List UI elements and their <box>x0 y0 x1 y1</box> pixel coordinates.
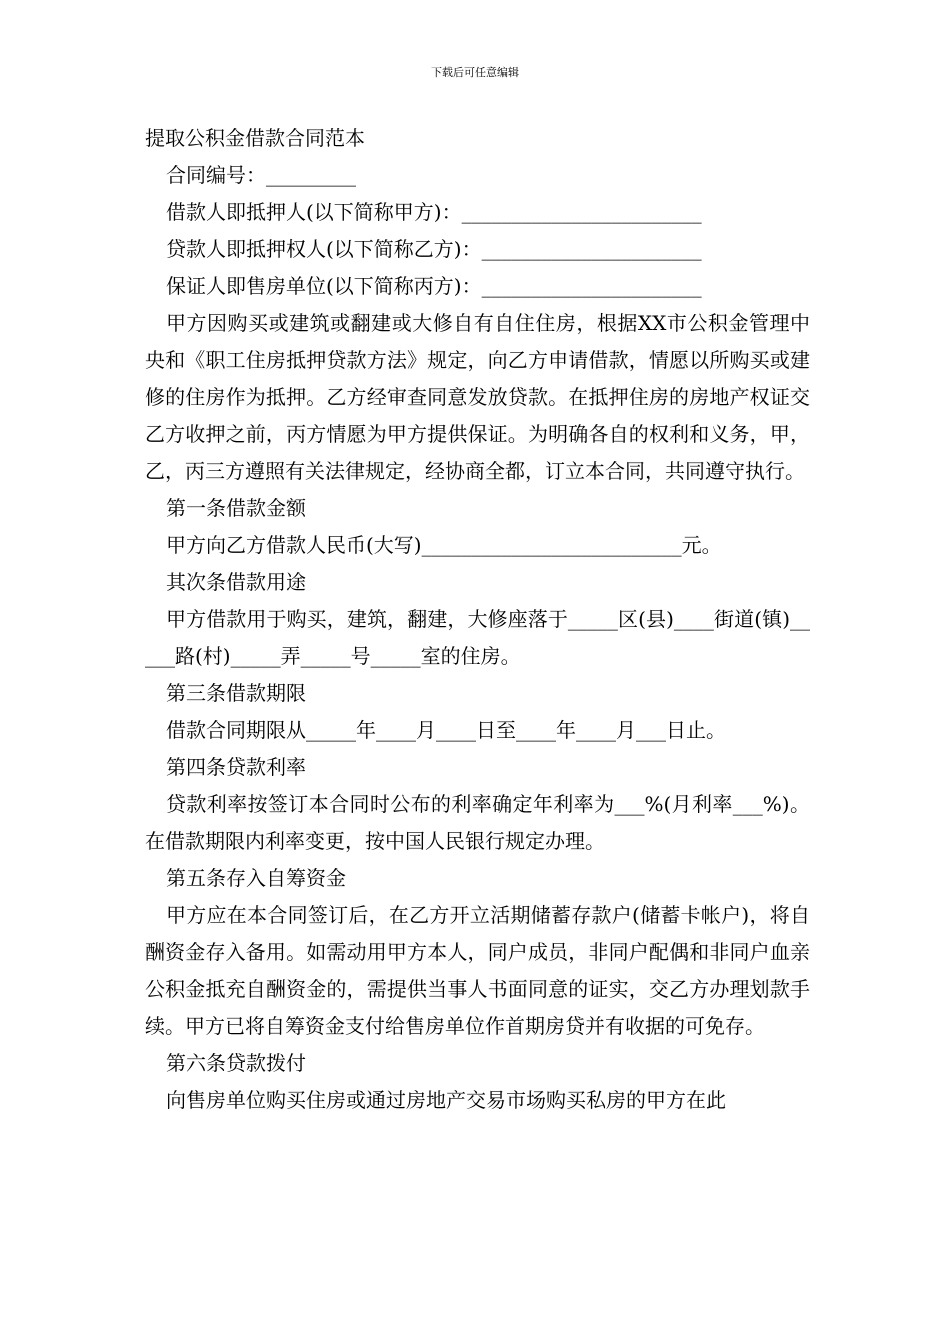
party-b-line: 贷款人即抵押权人(以下简称乙方)：______________________ <box>166 237 702 261</box>
party-a-line: 借款人即抵押人(以下简称甲方)：________________________ <box>166 200 702 224</box>
page-header: 下载后可任意编辑 <box>431 66 519 79</box>
article-1-title: 第一条借款金额 <box>166 496 306 520</box>
article-5-title: 第五条存入自筹资金 <box>166 866 346 890</box>
article-6-body: 向售房单位购买住房或通过房地产交易市场购买私房的甲方在此 <box>166 1088 726 1112</box>
article-3-title: 第三条借款期限 <box>166 681 306 705</box>
contract-number: 合同编号：_________ <box>166 163 356 187</box>
article-2-title: 其次条借款用途 <box>166 570 306 594</box>
article-5-body: 甲方应在本合同签订后，在乙方开立活期储蓄存款户(储蓄卡帐户)，将自酬资金存入备用。如需动用甲方本人，同户成员，非同户配偶和非同户血亲公积金抵充自酬资金的，需提供当事人书面同意的证实，交乙方办理划款手续。甲方已将自筹资金支付给售房单位作首期房贷并有收据的可免存。 <box>145 903 810 1038</box>
party-c-line: 保证人即售房单位(以下简称丙方)：______________________ <box>166 274 702 298</box>
article-4-title: 第四条贷款利率 <box>166 755 306 779</box>
article-4-body: 贷款利率按签订本合同时公布的利率确定年利率为___%(月利率___%)。在借款期限内利率变更，按中国人民银行规定办理。 <box>145 792 810 853</box>
article-1-body: 甲方向乙方借款人民币(大写)__________________________元。 <box>166 533 722 557</box>
intro-paragraph: 甲方因购买或建筑或翻建或大修自有自住住房，根据XX市公积金管理中央和《职工住房抵押贷款方法》规定，向乙方申请借款，情愿以所购买或建修的住房作为抵押。乙方经审查同意发放贷款。在抵押住房的房地产权证交乙方收押之前，丙方情愿为甲方提供保证。为明确各自的权利和义务，甲，乙，丙三方遵照有关法律规定，经协商全都，订立本合同，共同遵守执行。 <box>145 311 810 483</box>
article-6-title: 第六条贷款拨付 <box>166 1051 306 1075</box>
document-title: 提取公积金借款合同范本 <box>145 126 365 150</box>
document-body <box>145 120 810 1119</box>
article-3-body: 借款合同期限从_____年____月____日至____年____月___日止。 <box>166 718 726 742</box>
article-2-body: 甲方借款用于购买，建筑，翻建，大修座落于_____区(县)____街道(镇)_____路(村)_____弄_____号_____室的住房。 <box>145 607 810 668</box>
